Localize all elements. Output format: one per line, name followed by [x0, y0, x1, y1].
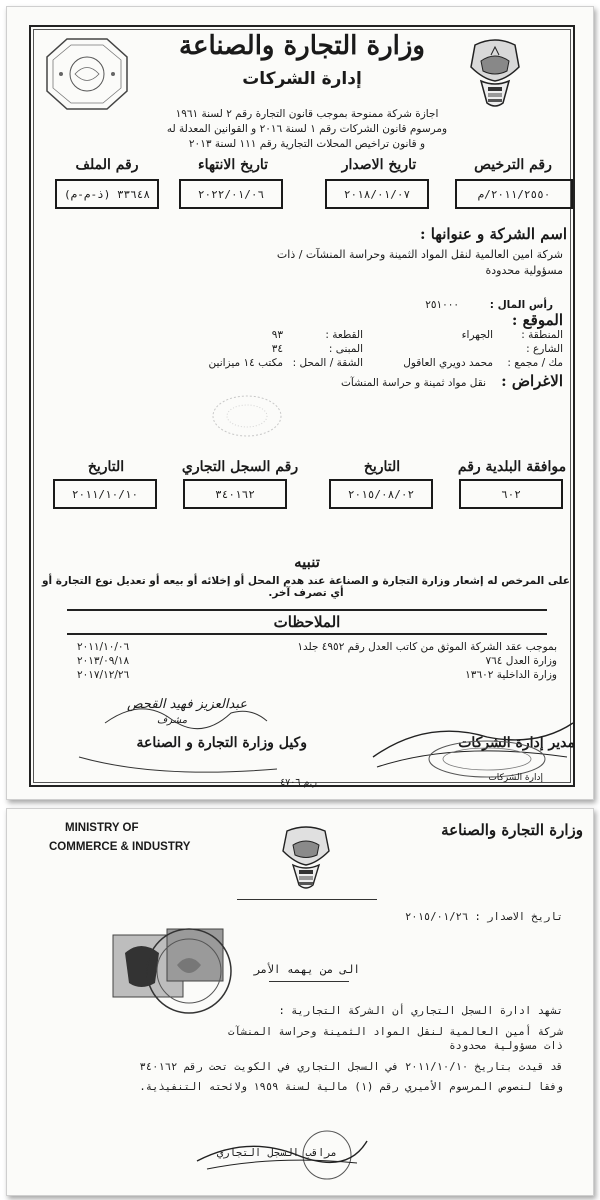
commercial-register-certificate	[6, 808, 594, 1196]
remark-text: بموجب عقد الشركة الموثق من كاتب العدل رقم ٤٩٥٢ جلد١	[297, 641, 557, 653]
remark-text: وزارة العدل ٧٦٤	[485, 655, 557, 667]
location-label-2: القطعة :	[325, 329, 363, 341]
legal-line: و قانون تراخيص المحلات التجارية رقم ١١١ لسنة ٢٠١٣	[188, 138, 426, 150]
remark-date: ٢٠١١/١٠/٠٦	[77, 641, 130, 653]
municipality-approval-label: موافقة البلدية رقم	[457, 459, 567, 475]
company-license-document	[6, 6, 594, 800]
company-heading: اسم الشركة و عنوانها :	[419, 225, 567, 243]
register-date-box: ٢٠١١/١٠/١٠	[53, 479, 157, 509]
notice-title: تنبيه	[294, 553, 320, 571]
license-number-label: رقم الترخيص	[474, 157, 552, 173]
purposes-value: نقل مواد ثمينة و حراسة المنشآت	[341, 377, 486, 389]
remark-row	[77, 655, 557, 669]
companies-dept-stamp-text: إدارة الشركات	[488, 773, 543, 783]
to-whom-underline	[269, 981, 349, 982]
ministry-name-english	[49, 819, 219, 857]
license-number-box: ٢٠١١/٢٥٥٠/م	[455, 179, 573, 209]
form-number: ر.م ٤٧٠٦	[280, 777, 317, 788]
remark-row	[77, 641, 557, 655]
ministry-title: وزارة التجارة والصناعة	[179, 31, 425, 61]
location-value-2: مكتب ١٤ ميزانين	[208, 357, 283, 369]
ministry-en-line: MINISTRY OF	[65, 822, 139, 834]
undersecretary-signature-stroke	[101, 693, 271, 733]
octagon-revenue-stamp	[45, 37, 129, 111]
remark-row	[77, 669, 557, 683]
department-title: إدارة الشركات	[242, 69, 362, 89]
remarks-header	[67, 611, 547, 633]
signature-flourish	[77, 749, 287, 779]
location-label-2: المبنى :	[328, 343, 363, 355]
purposes-row	[157, 371, 563, 390]
purposes-label: الاغراض :	[501, 372, 563, 390]
legal-line: اجازة شركة ممنوحة بموجب قانون التجارة رقم ٢ لسنة ١٩٦١	[175, 108, 439, 120]
legal-line: ومرسوم قانون الشركات رقم ١ لسنة ٢٠١٦ و القوانين المعدلة له	[166, 123, 448, 135]
ministry-name-arabic: وزارة التجارة والصناعة	[441, 821, 583, 839]
to-whom-it-may-concern: الى من يهمه الأمر	[254, 963, 360, 976]
certify-line: تشهد ادارة السجل التجاري أن الشركة التجارية :	[278, 1005, 563, 1017]
undersecretary-role: مشرف	[156, 715, 188, 726]
ministry-en-line: COMMERCE & INDUSTRY	[49, 841, 191, 853]
header-rule	[237, 899, 377, 900]
location-row	[117, 357, 563, 371]
issue-date-box: ٢٠١٨/٠١/٠٧	[325, 179, 429, 209]
location-label: الشارع :	[526, 343, 563, 355]
issue-date-label: تاريخ الاصدار	[341, 157, 417, 173]
remark-date: ٢٠١٣/٠٩/١٨	[77, 655, 130, 667]
location-value-2: ٩٣	[271, 329, 283, 341]
kuwait-emblem-icon	[279, 825, 333, 895]
certificate-company-line: ذات مسؤولية محدودة	[449, 1040, 563, 1052]
location-table	[117, 329, 563, 371]
location-value: الجهراء	[461, 329, 493, 341]
municipality-approval-box: ٦٠٢	[459, 479, 563, 509]
location-heading: الموقع :	[511, 311, 563, 329]
expiry-date-label: تاريخ الانتهاء	[197, 157, 269, 173]
certificate-company-line: شركة أمين العالمية لنقل المواد الثمينة وحراسة المنشآت	[227, 1026, 563, 1038]
commercial-register-box: ٣٤٠١٦٢	[183, 479, 287, 509]
approval-date-box: ٢٠١٥/٠٨/٠٢	[329, 479, 433, 509]
issue-date: تاريخ الاصدار : ٢٠١٥/٠١/٢٦	[404, 911, 563, 923]
capital-row	[257, 299, 553, 311]
registrar-title: مراقب السجل التجاري	[216, 1147, 337, 1159]
commercial-register-label: رقم السجل التجاري	[181, 459, 299, 475]
registration-line: قد قيدت بتاريخ ٢٠١١/١٠/١٠ في السجل التجاري في الكويت تحت رقم ٣٤٠١٦٢	[139, 1061, 563, 1073]
location-value-2: ٣٤	[271, 343, 283, 355]
capital-value: ٢٥١٠٠٠	[425, 299, 460, 311]
file-number-label: رقم الملف	[75, 157, 139, 173]
location-row	[117, 329, 563, 343]
remark-date: ٢٠١٧/١٢/٢٦	[77, 669, 130, 681]
location-value: محمد دويري العاقول	[403, 357, 493, 369]
approval-date-label: التاريخ	[363, 459, 401, 475]
location-label: المنطقة :	[521, 329, 563, 341]
location-label-2: الشقة / المحل :	[292, 357, 363, 369]
register-date-label: التاريخ	[87, 459, 125, 475]
remarks-title: الملاحظات	[273, 613, 341, 631]
undersecretary-handwritten-name: عبدالعزيز فهيد القحص	[127, 697, 247, 712]
undersecretary-title: وكيل وزارة التجارة و الصناعة	[136, 735, 307, 751]
capital-label: رأس المال :	[489, 299, 553, 311]
kuwait-emblem-icon	[467, 37, 523, 117]
expiry-date-box: ٢٠٢٢/٠١/٠٦	[179, 179, 283, 209]
legal-basis-text	[67, 107, 547, 152]
location-label: مك / مجمع :	[507, 357, 563, 369]
remarks-list	[77, 641, 557, 683]
remarks-bottom-rule	[67, 633, 547, 635]
company-name-line: مسؤولية محدودة	[485, 264, 563, 277]
faint-seal-watermark	[207, 391, 287, 441]
file-number-box: ٣٣٦٤٨ (ذ-م-م)	[55, 179, 159, 209]
location-row	[117, 343, 563, 357]
notice-text: على المرخص له إشعار وزارة التجارة و الصناعة عند هدم المحل أو إخلائه أو بيعه أو تعديل نوع التجارة أو أي تصرف آخر.	[42, 575, 570, 599]
company-name-line: شركة امين العالمية لنقل المواد الثمينة وحراسة المنشآت / ذات	[276, 248, 563, 261]
certificate-company-name	[157, 1025, 563, 1053]
remark-text: وزارة الداخلية ١٣٦٠٢	[465, 669, 557, 681]
companies-director-title: مدير إدارة الشركات	[458, 735, 575, 751]
company-name-block	[97, 247, 563, 279]
location-value	[363, 343, 493, 357]
decree-line: وفقا لنصوص المرسوم الأميري رقم (١) مالية لسنة ١٩٥٩ ولائحته التنفيذية.	[139, 1081, 563, 1093]
